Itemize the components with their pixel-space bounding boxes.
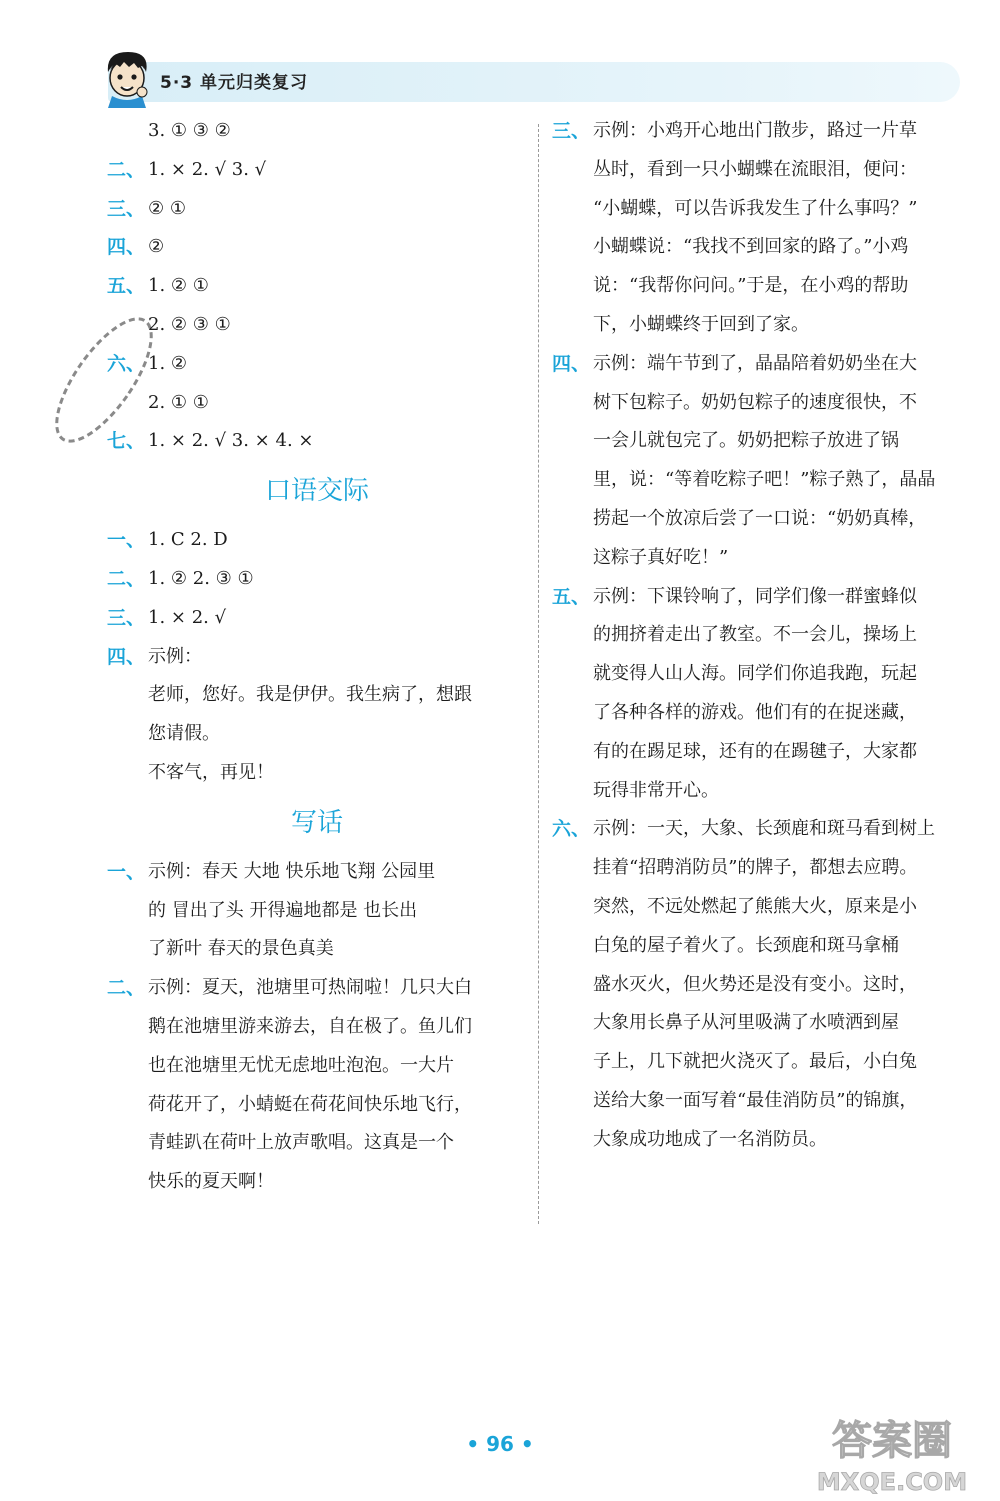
answer-line: 大象成功地成了一名消防员。 — [593, 1128, 827, 1150]
example-text: 您请假。 — [148, 723, 220, 745]
answer-row — [107, 267, 527, 306]
answer-text: 1. × 2. √ 3. × 4. × — [148, 430, 314, 452]
watermark-title: 答案圈 — [832, 1418, 952, 1464]
answer-line: 示例：一天，大象、长颈鹿和斑马看到树上 — [593, 818, 935, 840]
answer-number: 三、 — [107, 197, 146, 220]
answer-text: 1. C 2. D — [148, 529, 228, 551]
answer-line: 示例：春天 大地 快乐地飞翔 公园里 — [148, 860, 436, 882]
answer-line: 玩得非常开心。 — [593, 779, 719, 801]
example-line — [107, 676, 527, 715]
answer-row — [107, 599, 527, 638]
header-title: 5·3 单元归类复习 — [160, 73, 309, 93]
writing-answer-1 — [107, 853, 527, 969]
answer-line: 有的在踢足球，还有的在踢毽子，大家都 — [593, 740, 917, 762]
right-answer-5 — [552, 578, 972, 811]
answer-row — [107, 306, 527, 345]
answer-number: 二、 — [107, 977, 146, 1000]
example-text: 老师，您好。我是伊伊。我生病了，想跟 — [148, 684, 472, 706]
answer-text: 1. ② 2. ③ ① — [148, 567, 254, 589]
answer-number: 四、 — [552, 352, 591, 375]
answer-line: 荷花开了，小蜻蜓在荷花间快乐地飞行， — [148, 1093, 472, 1115]
answer-line: 了新叶 春天的景色真美 — [148, 938, 334, 960]
answer-line: 示例：端午节到了，晶晶陪着奶奶坐在大 — [593, 352, 917, 374]
answer-line: 示例：夏天，池塘里可热闹啦！几只大白 — [148, 977, 472, 999]
answer-row — [107, 560, 527, 599]
answer-row — [107, 190, 527, 229]
answer-row — [107, 345, 527, 384]
answer-number: 五、 — [107, 275, 146, 298]
watermark-logo-icon — [792, 1402, 992, 1498]
answer-line: 小蝴蝶说：“我找不到回家的路了。”小鸡 — [593, 236, 909, 258]
answer-row — [107, 638, 527, 677]
answer-text: 1. × 2. √ 3. √ — [148, 158, 267, 180]
answer-number: 二、 — [107, 567, 146, 590]
right-answer-4 — [552, 345, 972, 578]
answer-number: 一、 — [107, 860, 146, 883]
answer-line: 示例：下课铃响了，同学们像一群蜜蜂似 — [593, 585, 917, 607]
answer-line: 盛水灭火，但火势还是没有变小。这时， — [593, 973, 917, 995]
answer-line: 说：“我帮你问问。”于是，在小鸡的帮助 — [593, 275, 909, 297]
answer-text: 3. ① ③ ② — [148, 120, 231, 141]
answer-line: 突然，不远处燃起了熊熊大火，原来是小 — [593, 895, 917, 917]
answer-line: 一会儿就包完了。奶奶把粽子放进了锅 — [593, 430, 899, 452]
answer-line: 这粽子真好吃！” — [593, 546, 729, 568]
answer-line: 送给大象一面写着“最佳消防员”的锦旗， — [593, 1089, 918, 1111]
answer-line: 的拥挤着走出了教室。不一会儿，操场上 — [593, 624, 917, 646]
answer-number: 二、 — [107, 158, 146, 181]
answer-line: 的 冒出了头 开得遍地都是 也长出 — [148, 899, 418, 921]
answer-text: 1. ② ① — [148, 275, 209, 297]
answer-line: 就变得人山人海。同学们你追我跑，玩起 — [593, 663, 917, 685]
mascot-boy-icon — [96, 46, 158, 108]
answer-text: 1. × 2. √ — [148, 606, 227, 628]
answer-text: 2. ② ③ ① — [148, 313, 231, 335]
answer-line: 鹅在池塘里游来游去，自在极了。鱼儿们 — [148, 1015, 472, 1037]
answer-text: ② ① — [148, 197, 186, 219]
answer-line: “小蝴蝶，可以告诉我发生了什么事吗？” — [593, 197, 918, 219]
answer-line: 快乐的夏天啊！ — [148, 1171, 274, 1193]
example-text: 不客气，再见！ — [148, 761, 274, 783]
right-answer-6 — [552, 810, 972, 1159]
answer-number: 三、 — [107, 606, 146, 629]
answer-number: 六、 — [552, 818, 591, 841]
section-title-oral: 口语交际 — [264, 476, 369, 507]
right-column — [552, 112, 972, 1160]
column-divider — [538, 124, 539, 1224]
answer-row — [107, 228, 527, 267]
answer-line: 大象用长鼻子从河里吸满了水喷洒到屋 — [593, 1012, 899, 1034]
answer-row — [107, 422, 527, 461]
answer-number: 七、 — [107, 430, 146, 453]
page-number: • 96 • — [466, 1432, 534, 1456]
answer-row — [107, 112, 527, 151]
answer-line: 青蛙趴在荷叶上放声歌唱。这真是一个 — [148, 1132, 454, 1154]
answer-line: 树下包粽子。奶奶包粽子的速度很快，不 — [593, 391, 917, 413]
answer-row — [107, 521, 527, 560]
answer-text: 示例： — [148, 645, 202, 667]
answer-line: 下，小蝴蝶终于回到了家。 — [593, 313, 809, 335]
answer-text: 1. ② — [148, 352, 188, 374]
answer-line: 丛时，看到一只小蝴蝶在流眼泪，便问： — [593, 158, 917, 180]
right-answer-3 — [552, 112, 972, 345]
answer-number: 四、 — [107, 645, 146, 668]
example-line — [107, 754, 527, 793]
answer-text: ② — [148, 236, 165, 258]
answer-text: 2. ① ① — [148, 391, 209, 413]
answer-number: 一、 — [107, 529, 146, 552]
answer-line: 白兔的屋子着火了。长颈鹿和斑马拿桶 — [593, 934, 899, 956]
answer-line: 捞起一个放凉后尝了一口说：“奶奶真棒， — [593, 507, 927, 529]
answer-number: 四、 — [107, 236, 146, 259]
watermark-domain: MXQE.COM — [816, 1468, 968, 1496]
section-title-writing: 写话 — [290, 807, 343, 838]
answer-row — [107, 384, 527, 423]
answer-line: 了各种各样的游戏。他们有的在捉迷藏， — [593, 701, 917, 723]
answers-block-2 — [107, 521, 527, 793]
example-line — [107, 715, 527, 754]
answer-number: 五、 — [552, 585, 591, 608]
answer-number: 六、 — [107, 352, 146, 375]
answer-line: 子上，几下就把火浇灭了。最后，小白兔 — [593, 1051, 917, 1073]
answer-row — [107, 151, 527, 190]
answer-number: 三、 — [552, 120, 591, 142]
answers-block-3 — [107, 853, 527, 1202]
writing-answer-2 — [107, 969, 527, 1202]
answer-line: 挂着“招聘消防员”的牌子，都想去应聘。 — [593, 857, 918, 879]
answer-line: 也在池塘里无忧无虑地吐泡泡。一大片 — [148, 1054, 454, 1076]
answers-block-1 — [107, 112, 527, 461]
answer-line: 示例：小鸡开心地出门散步，路过一片草 — [593, 120, 917, 141]
answer-line: 里，说：“等着吃粽子吧！”粽子熟了，晶晶 — [593, 469, 936, 491]
left-column — [107, 112, 527, 1202]
